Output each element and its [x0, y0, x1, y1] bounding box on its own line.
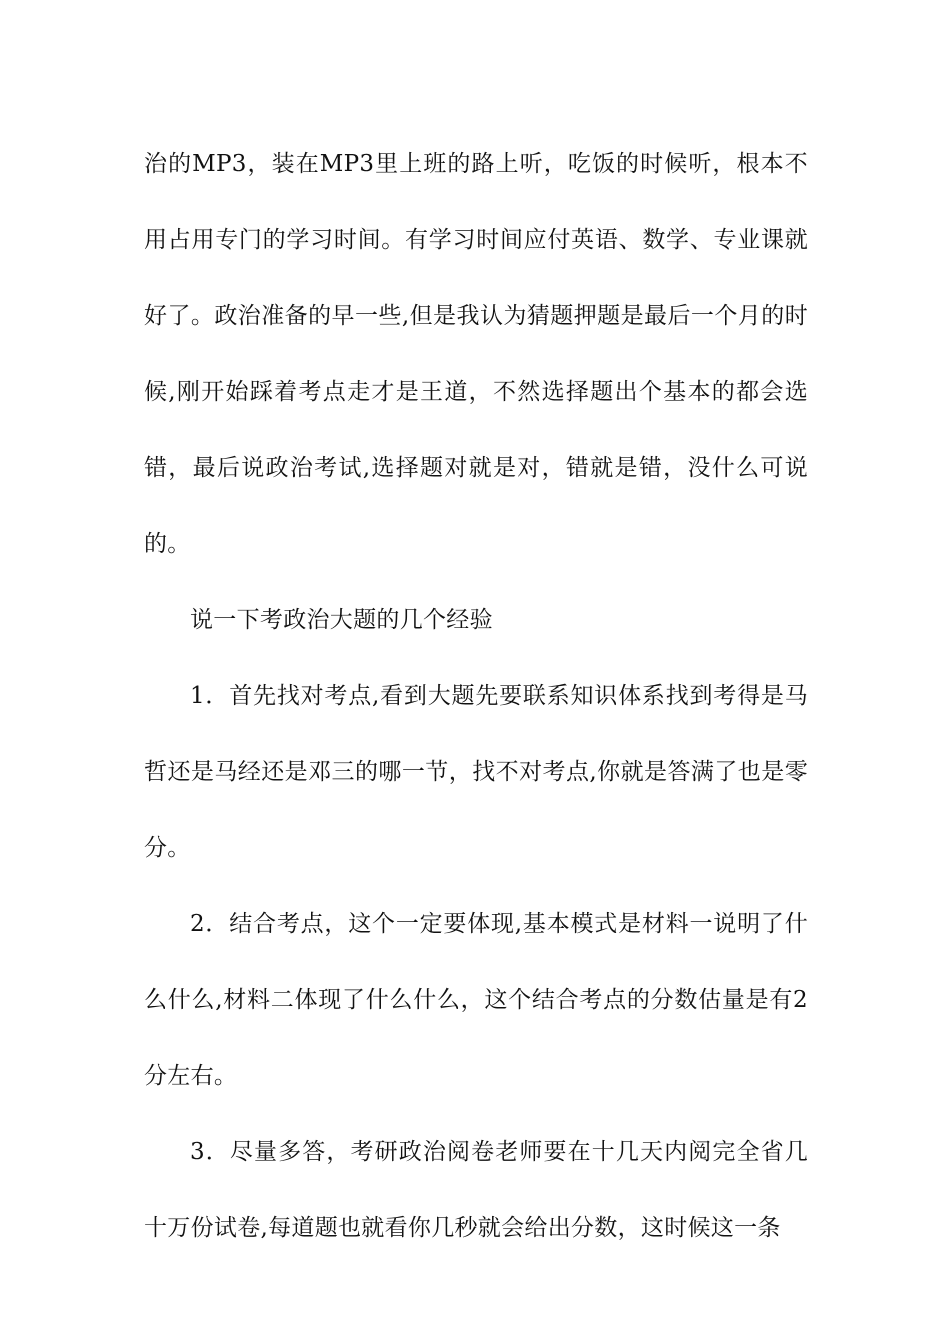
paragraph-heading-experience: 说一下考政治大题的几个经验 — [190, 607, 493, 633]
document-body — [144, 126, 808, 1266]
paragraph-point-3: 3．尽量多答，考研政治阅卷老师要在十几天内阅完全省几十万份试卷,每道题也就看你几秒就会给出分数，这时候这一条 — [144, 1139, 808, 1241]
paragraph-continuation: 治的MP3，装在MP3里上班的路上听，吃饭的时候听，根本不用占用专门的学习时间。有学习时间应付英语、数学、专业课就好了。政治准备的早一些,但是我认为猜题押题是最后一个月的时候,刚开始踩着考点走才是王道，不然选择题出个基本的都会选错，最后说政治考试,选择题对就是对，错就是错，没什么可说的。 — [144, 151, 808, 557]
paragraph-point-1: 1．首先找对考点,看到大题先要联系知识体系找到考得是马哲还是马经还是邓三的哪一节，找不对考点,你就是答满了也是零分。 — [144, 683, 808, 861]
paragraph-point-2: 2．结合考点，这个一定要体现,基本模式是材料一说明了什么什么,材料二体现了什么什么，这个结合考点的分数估量是有2分左右。 — [144, 911, 808, 1089]
